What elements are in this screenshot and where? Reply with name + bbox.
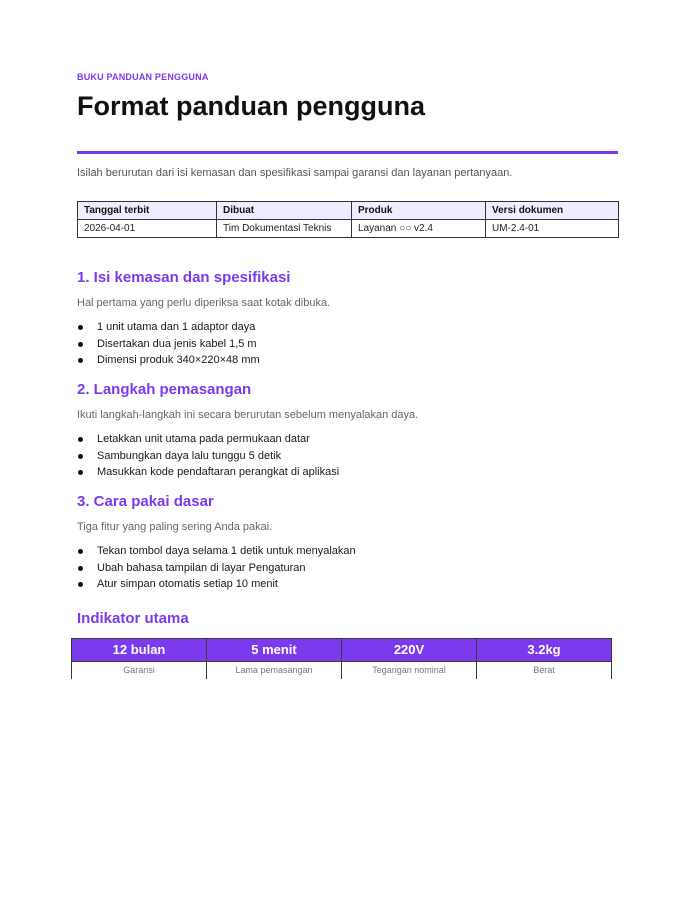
- list-item: [77, 576, 618, 593]
- list-item-text: Atur simpan otomatis setiap 10 menit: [97, 578, 278, 590]
- bullet-icon: [78, 454, 83, 459]
- section-installation: [77, 380, 618, 481]
- section-description: Ikuti langkah-langkah ini secara berurutan sebelum menyalakan daya.: [77, 409, 419, 421]
- list-item-text: Sambungkan daya lalu tunggu 5 detik: [97, 449, 282, 462]
- intro-text: Isilah berurutan dari isi kemasan dan spesifikasi sampai garansi dan layanan pertanyaan.: [77, 167, 513, 179]
- list-item-text: Dimensi produk 340×220×48 mm: [97, 354, 260, 366]
- meta-value-product: Layanan ○○ v2.4: [352, 220, 486, 238]
- meta-value-author: Tim Dokumentasi Teknis: [217, 220, 352, 238]
- meta-header-row: [78, 202, 619, 220]
- indicator-label: Garansi: [72, 661, 206, 679]
- bullet-list: [77, 431, 618, 481]
- list-item: [77, 319, 618, 336]
- list-item: [77, 431, 618, 448]
- meta-header-date: Tanggal terbit: [78, 202, 217, 220]
- list-item: [77, 543, 618, 560]
- bullet-icon: [78, 342, 83, 347]
- bullet-icon: [78, 437, 83, 442]
- list-item-text: Ubah bahasa tampilan di layar Pengaturan: [97, 561, 306, 574]
- bullet-icon: [78, 325, 83, 330]
- document-meta-table: [77, 201, 619, 238]
- list-item: [77, 352, 618, 369]
- list-item: [77, 560, 618, 577]
- bullet-icon: [78, 358, 83, 363]
- bullet-icon: [78, 549, 83, 554]
- indicator-install-time: [206, 639, 341, 678]
- page-title: Format panduan pengguna: [77, 91, 425, 121]
- list-item: [77, 464, 618, 481]
- list-item-text: 1 unit utama dan 1 adaptor daya: [97, 321, 256, 333]
- section-heading: 3. Cara pakai dasar: [77, 493, 214, 510]
- meta-header-version: Versi dokumen: [486, 202, 619, 220]
- meta-value-version: UM-2.4-01: [486, 220, 619, 238]
- bullet-icon: [78, 470, 83, 475]
- indicator-value: 12 bulan: [72, 639, 206, 661]
- indicator-value: 5 menit: [207, 639, 341, 661]
- indicator-value: 220V: [342, 639, 476, 661]
- indicators-heading: Indikator utama: [77, 610, 189, 627]
- section-heading: 2. Langkah pemasangan: [77, 381, 252, 398]
- section-heading: 1. Isi kemasan dan spesifikasi: [77, 269, 291, 286]
- list-item: [77, 336, 618, 353]
- indicator-weight: [476, 639, 611, 678]
- section-description: Tiga fitur yang paling sering Anda pakai.: [77, 521, 273, 533]
- list-item: [77, 448, 618, 465]
- list-item-text: Letakkan unit utama pada permukaan datar: [97, 433, 310, 445]
- list-item-text: Tekan tombol daya selama 1 detik untuk menyalakan: [97, 545, 356, 557]
- bullet-list: [77, 319, 618, 369]
- meta-value-date: 2026-04-01: [78, 220, 217, 238]
- indicator-value: 3.2kg: [477, 639, 611, 661]
- title-divider: [77, 151, 618, 154]
- meta-header-author: Dibuat: [217, 202, 352, 220]
- indicator-label: Lama pemasangan: [207, 661, 341, 679]
- bullet-list: [77, 543, 618, 593]
- meta-header-product: Produk: [352, 202, 486, 220]
- section-description: Hal pertama yang perlu diperiksa saat kotak dibuka.: [77, 297, 331, 309]
- bullet-icon: [78, 566, 83, 571]
- indicator-voltage: [341, 639, 476, 678]
- indicator-label: Tegangan nominal: [342, 661, 476, 679]
- meta-value-row: [78, 220, 619, 238]
- indicators-table: [71, 638, 612, 679]
- list-item-text: Masukkan kode pendaftaran perangkat di aplikasi: [97, 466, 340, 478]
- list-item-text: Disertakan dua jenis kabel 1,5 m: [97, 337, 257, 350]
- section-basic-usage: [77, 492, 618, 593]
- indicator-warranty: [72, 639, 206, 678]
- document-kicker: BUKU PANDUAN PENGGUNA: [77, 72, 209, 82]
- indicator-label: Berat: [477, 661, 611, 679]
- section-package-specs: [77, 268, 618, 369]
- bullet-icon: [78, 582, 83, 587]
